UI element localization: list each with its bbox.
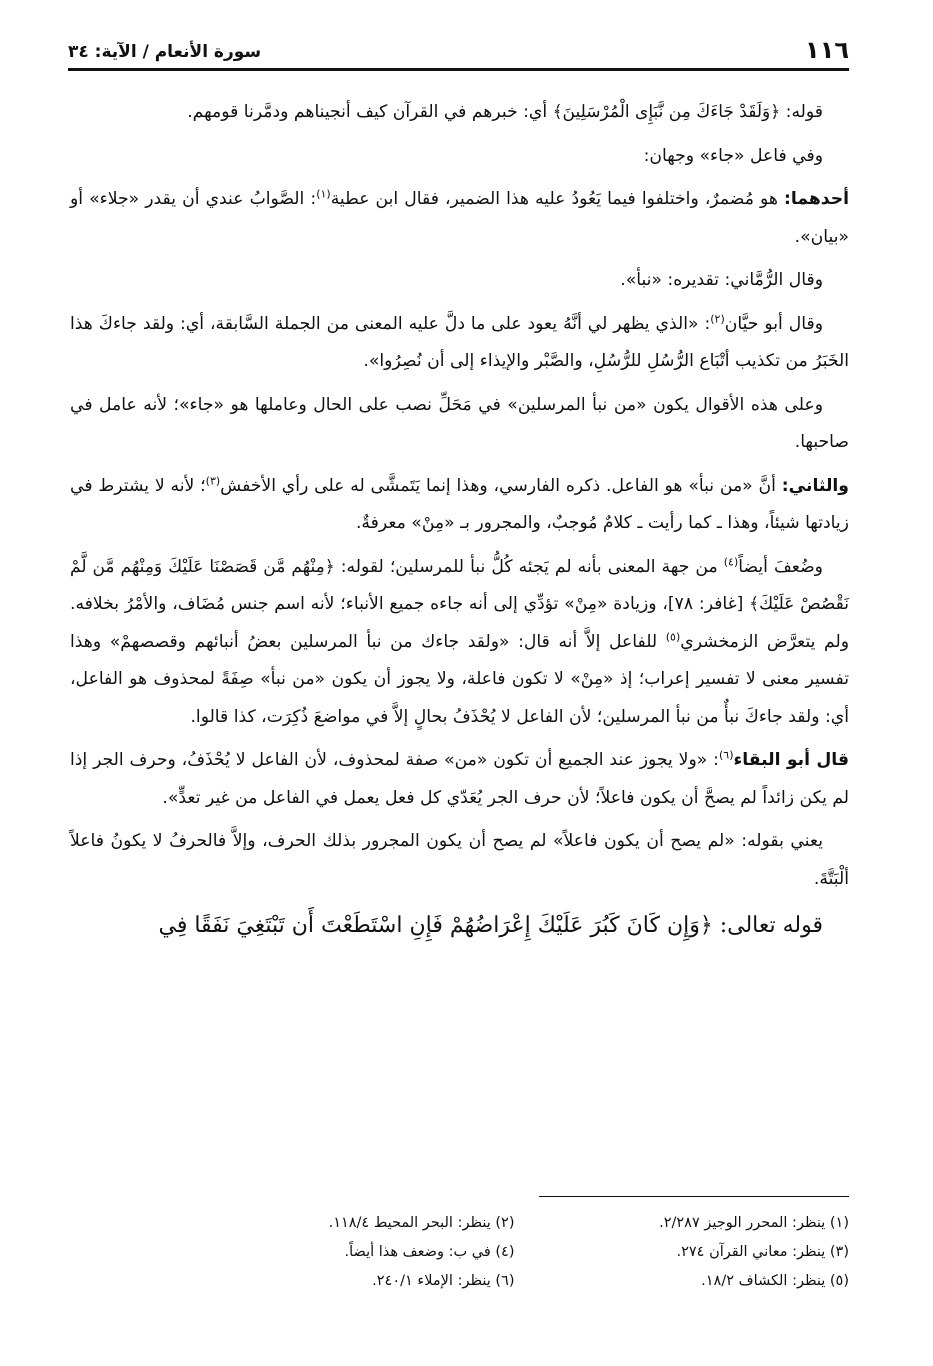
text-segment: [غافر: ٧٨]، وزيادة «مِنْ» تؤدِّي إلى أنه جاءه جميع الأنباء؛ لأنه اسم جنس مُضَاف، والأمْرُ بخلافه. ولم يتعرَّض الزمخشري <box>70 594 850 652</box>
text-segment: : «الذي يظهر لي أنَّهُ يعود على ما دلَّ عليه المعنى من الجملة السَّابقة، أي: ولقد جاءكَ هذا الخَبَرُ من تكذيب أتْبَاع الرُّسُلِ للرُّسُلِ، والصَّبْر والإيذاء إلى أن نُصِرُوا». <box>70 313 849 371</box>
footnotes <box>210 1210 849 1295</box>
text-segment: وقال أبو حيَّان <box>724 313 823 334</box>
text-segment: قوله: <box>780 102 823 122</box>
footnote: (٤) في ب: وضعف هذا أيضاً. <box>344 1244 515 1260</box>
footnote: (٢) ينظر: البحر المحيط ١١٨/٤. <box>328 1215 515 1231</box>
footnote: (٣) ينظر: معاني القرآن ٢٧٤. <box>676 1244 849 1260</box>
closing-verse-lead: قوله تعالى: <box>712 913 823 938</box>
footnote-ref: (٤) <box>723 554 739 568</box>
text-segment: : الصَّوابُ عندي أن يقدر «جلاء» أو «بيان». <box>70 189 849 247</box>
paragraph <box>70 181 849 256</box>
text-segment: هو مُضمرٌ، واختلفوا فيما يَعُودُ عليه هذا الضمير، فقال ابن عطية <box>330 189 785 209</box>
paragraph <box>70 742 849 817</box>
paragraphs-container <box>70 94 849 898</box>
paragraph <box>70 549 849 737</box>
closing-verse-line <box>70 904 849 948</box>
footnote: (٦) ينظر: الإملاء ٢٤٠/١. <box>372 1273 515 1289</box>
paragraph <box>70 94 849 132</box>
text-segment: للفاعل إلاَّ أنه قال: «ولقد جاءك من نبأ المرسلين بعضُ أنبائهم وقصصهمْ» وهذا تفسير معنى لا تفسير إعراب؛ إذ «مِنْ» لا تكون فاعلة، ولا يجوز أن يكون «من نبأ» صِفَةً لمحذوف هو الفاعل، أي: ولقد جاءكَ نبأٌ من نبأ المرسلين؛ لأن الفاعل لا يُحْذَفُ بحالٍ إلاَّ في مواضعَ ذُكِرَت، كذا قالوا. <box>70 631 849 727</box>
footnote: (١) ينظر: المحرر الوجيز ٢/٢٨٧. <box>659 1215 849 1231</box>
footnote-ref: (٢) <box>710 311 725 325</box>
footnote-ref: (٥) <box>665 629 681 643</box>
text-segment: أنَّ «من نبأ» هو الفاعل. ذكره الفارسي، وهذا إنما يَتَمشَّى له على رأي الأخفش <box>220 475 782 496</box>
page-number: ١١٦ <box>805 36 849 64</box>
footnote-ref: (١) <box>316 187 331 201</box>
text-segment: وعلى هذه الأقوال يكون «من نبأ المرسلين» في مَحَلِّ نصب على الحال وعاملها هو «جاء»؛ لأنه عامل في صاحبها. <box>70 394 849 452</box>
text-segment: أي: خبرهم في القرآن كيف أنجيناهم ودمَّرنا قومهم. <box>187 102 553 122</box>
text-segment: : «ولا يجوز عند الجميع أن تكون «من» صفة لمحذوف، لأن الفاعل لا يُحْذَفُ، وحرف الجر إذا لم يكن زائداً لم يصحَّ أن يكون فاعلاً؛ لأن حرف الجر يُعَدّي كل فعل يعمل في الفاعل من غير تعدٍّ». <box>70 750 849 808</box>
bold-lead-text: والثاني: <box>781 475 849 496</box>
text-segment: وفي فاعل «جاء» وجهان: <box>643 145 823 166</box>
paragraph <box>70 138 849 176</box>
page-header <box>68 28 849 71</box>
running-title: سورة الأنعام / الآية: ٣٤ <box>68 42 262 62</box>
footnote-ref: (٦) <box>718 748 734 762</box>
footnote: (٥) ينظر: الكشاف ١٨/٢. <box>701 1273 849 1289</box>
text-segment: وقال الرُّمَّاني: تقديره: «نبأ». <box>620 270 823 290</box>
paragraph <box>70 306 849 381</box>
paragraph <box>70 387 849 462</box>
footnote-separator <box>539 1196 849 1197</box>
paragraph <box>70 468 849 543</box>
text-segment: وضُعفَ أيضاً <box>738 556 823 577</box>
text-segment: ؛ لأنه لا يشترط في زيادتها شيئاً، وهذا ـ كما رأيت ـ كلامٌ مُوجبٌ، والمجرور بـ «مِنْ» معرفةٌ. <box>70 475 849 533</box>
quran-quote: ﴿وَلَقَدْ جَاءَكَ مِن نَّبَإِى الْمُرْسَلِينَ﴾ <box>552 102 781 122</box>
paragraph <box>70 823 849 898</box>
text-segment: من جهة المعنى بأنه لم يَجئه كُلُّ نبأ للمرسلين؛ لقوله: <box>334 556 724 577</box>
text-segment: يعني بقوله: «لم يصح أن يكون فاعلاً» لم يصح أن يكون المجرور بذلك الحرف، وإلاَّ فالحرفُ لا يكونُ فاعلاً ألْبَتَّةَ. <box>70 831 849 889</box>
closing-verse-quran: ﴿وَإِن كَانَ كَبُرَ عَلَيْكَ إِعْرَاضُهُمْ فَإِنِ اسْتَطَعْتَ أَن تَبْتَغِيَ نَفَقًا فِي <box>158 913 713 938</box>
bold-lead-text: قال أبو البقاء <box>733 750 850 770</box>
bold-lead-text: أحدهما: <box>784 189 849 209</box>
paragraph <box>70 262 849 300</box>
body-text <box>70 94 849 948</box>
footnote-ref: (٣) <box>205 473 221 487</box>
quran-quote: ﴿مِنْهُم مَّن قَصَصْنَا عَلَيْكَ وَمِنْهُم مَّن لَّمْ نَقْصُصْ عَلَيْكَ﴾ <box>70 556 850 614</box>
